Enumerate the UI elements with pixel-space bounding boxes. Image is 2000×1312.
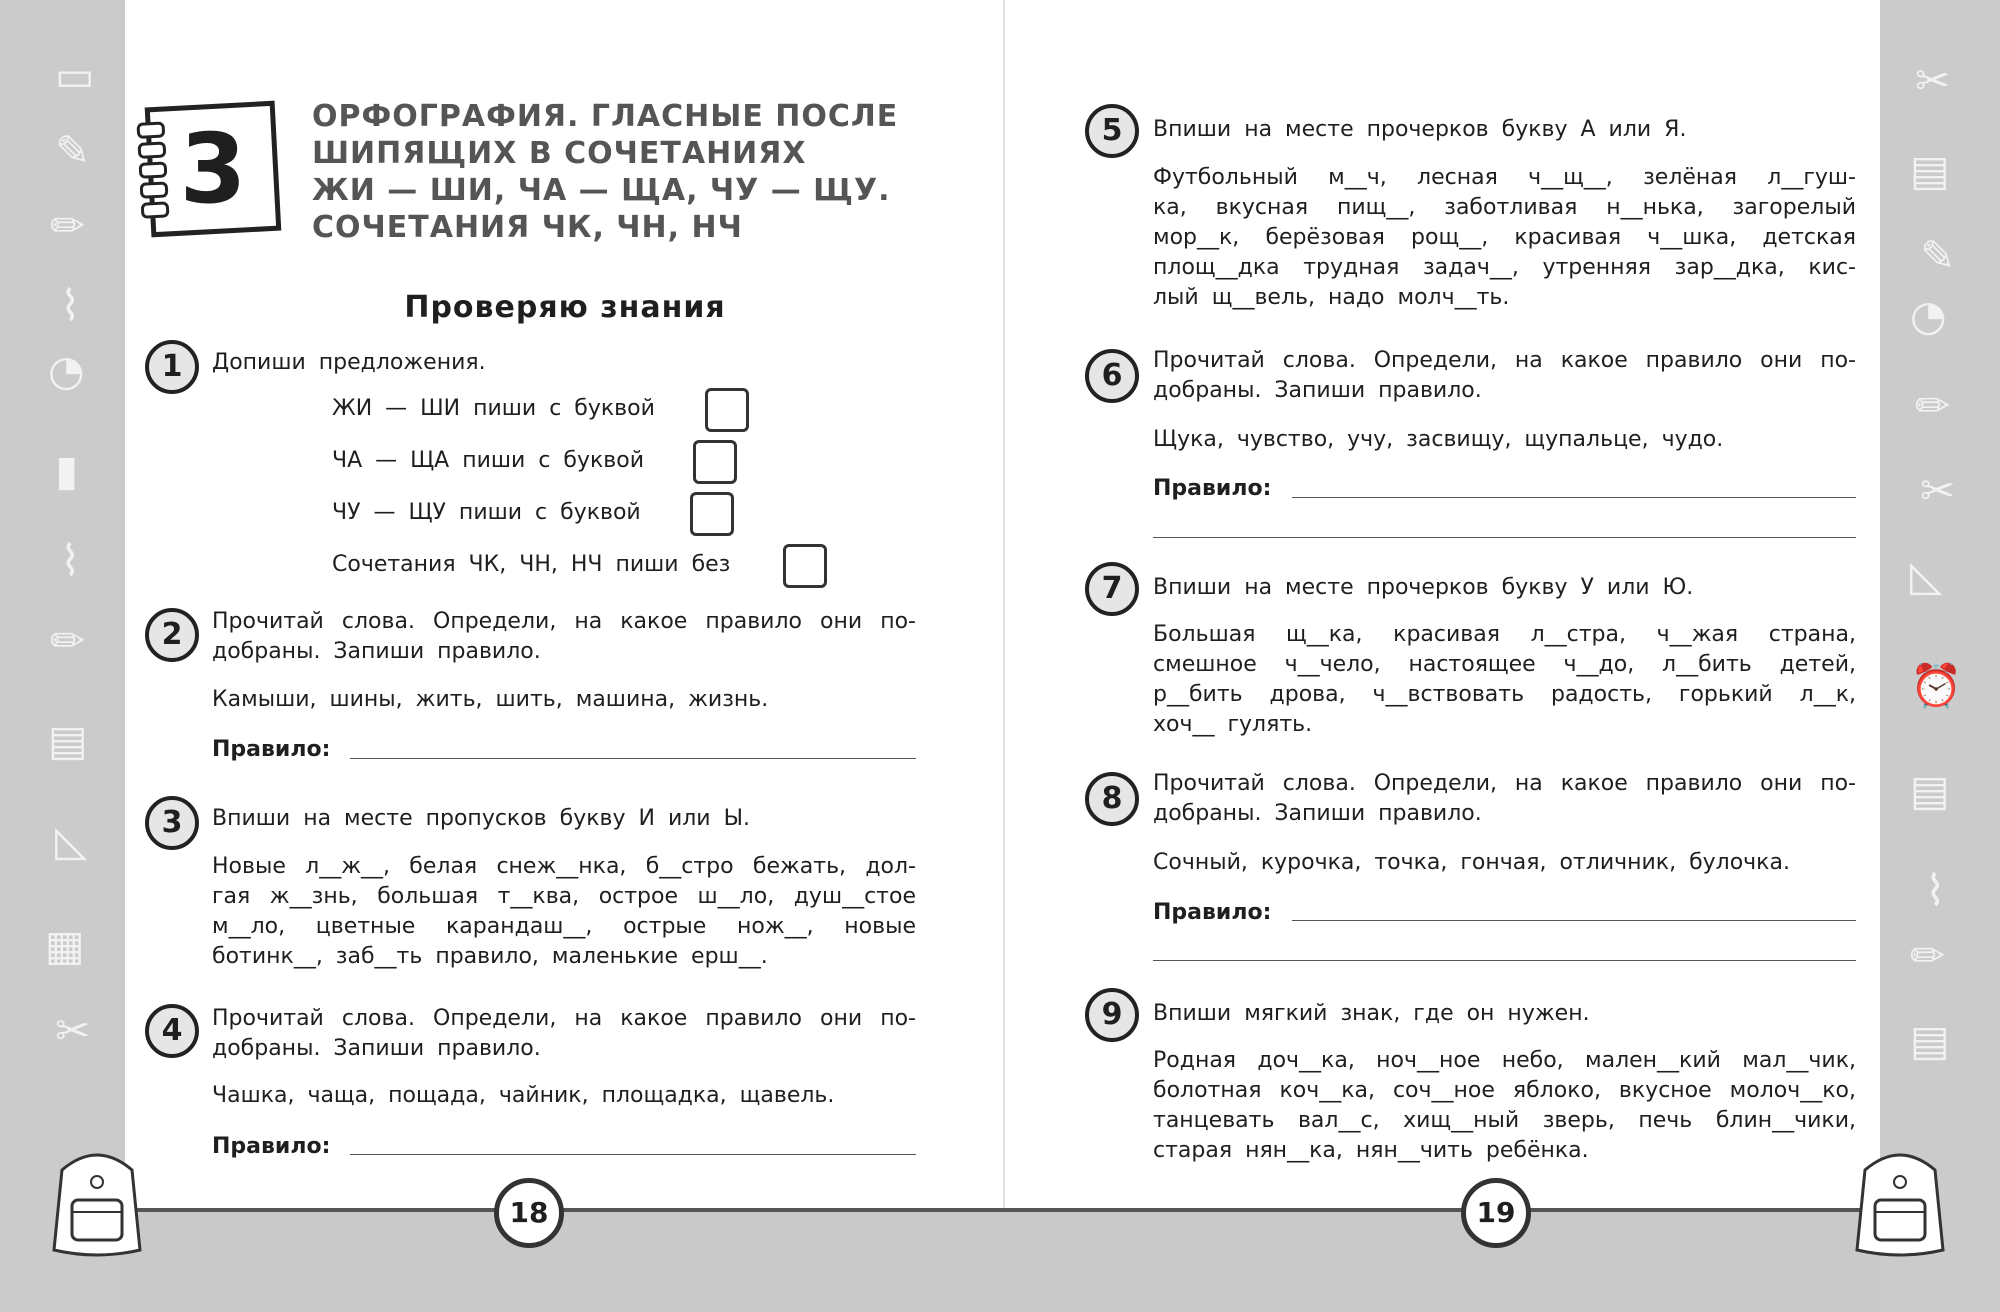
chapter-title-line: ШИПЯЩИХ В СОЧЕТАНИЯХ	[312, 136, 807, 171]
answer-box[interactable]	[783, 544, 827, 588]
task-number: 7	[1085, 562, 1139, 616]
instruction-line: Прочитай слова. Определи, на какое правило они по-	[1153, 771, 1856, 796]
word-list: Сочный, курочка, точка, гончая, отличник, булочка.	[1153, 850, 1790, 875]
exercise-line: Родная доч__ка, ноч__ное небо, мален__кий мал__чик,	[1153, 1048, 1856, 1073]
task-item: ЧУ — ЩУ пиши с буквой	[332, 500, 641, 525]
chapter-title-line: ОРФОГРАФИЯ. ГЛАСНЫЕ ПОСЛЕ	[312, 99, 899, 134]
protractor-icon: ◔	[48, 346, 85, 395]
task-number: 9	[1085, 988, 1139, 1042]
pencil-icon: ✏	[50, 616, 86, 665]
chapter-title-line: ЖИ — ШИ, ЧА — ЩА, ЧУ — ЩУ.	[312, 173, 891, 208]
task-number: 4	[145, 1004, 199, 1058]
answer-line[interactable]	[350, 1154, 916, 1155]
task-instruction	[212, 607, 916, 667]
task-instruction: Впиши на месте прочерков букву А или Я.	[1153, 117, 1687, 142]
chapter-number: 3	[179, 113, 247, 225]
answer-line[interactable]	[350, 758, 916, 759]
notebook-icon: ▤	[1910, 1016, 1950, 1065]
instruction-line: добраны. Запиши правило.	[212, 639, 541, 664]
exercise-line: р__бить дрова, ч__вствовать радость, горький л__к,	[1153, 682, 1856, 707]
backpack-icon	[42, 1140, 152, 1260]
protractor-icon: ◔	[1910, 291, 1947, 340]
answer-line[interactable]	[1292, 497, 1856, 498]
task-instruction: Допиши предложения.	[212, 350, 486, 375]
eraser-icon: ▭	[55, 51, 95, 100]
answer-line[interactable]	[1153, 537, 1856, 538]
instruction-line: Прочитай слова. Определи, на какое правило они по-	[212, 609, 916, 634]
paperclip-icon: ⌇	[60, 281, 81, 330]
instruction-line: Прочитай слова. Определи, на какое правило они по-	[1153, 348, 1856, 373]
instruction-line: Прочитай слова. Определи, на какое правило они по-	[212, 1006, 916, 1031]
exercise-line: танцевать вал__с, хищ__ный зверь, печь блин__чики,	[1153, 1108, 1856, 1133]
page-number-right: 19	[1461, 1178, 1531, 1248]
answer-line[interactable]	[1153, 960, 1856, 961]
exercise-text	[1153, 620, 1856, 740]
page-number-left: 18	[494, 1178, 564, 1248]
notebook-icon: ▤	[1910, 766, 1950, 815]
books-icon: ▦	[45, 921, 85, 970]
task-item: Сочетания ЧК, ЧН, НЧ пиши без	[332, 552, 731, 577]
exercise-line: ботинк__, заб__ть правило, маленькие ерш__.	[212, 944, 768, 969]
paperclip-icon: ⌇	[1925, 866, 1946, 915]
task-number: 1	[145, 340, 199, 394]
exercise-line: смешное ч__чело, настоящее ч__до, л__бить детей,	[1153, 652, 1856, 677]
task-instruction: Впиши мягкий знак, где он нужен.	[1153, 1001, 1590, 1026]
backpack-icon	[1845, 1140, 1955, 1260]
answer-box[interactable]	[693, 440, 737, 484]
instruction-line: добраны. Запиши правило.	[212, 1036, 541, 1061]
exercise-text	[1153, 1046, 1856, 1166]
answer-box[interactable]	[690, 492, 734, 536]
exercise-line: Футбольный м__ч, лесная ч__щ__, зелёная л__гуш-	[1153, 165, 1856, 190]
exercise-line: лый щ__вель, надо молч__ть.	[1153, 285, 1510, 310]
exercise-line: площ__дка трудная задач__, утренняя зар__дка, кис-	[1153, 255, 1856, 280]
task-instruction: Впиши на месте прочерков букву У или Ю.	[1153, 575, 1694, 600]
task-instruction	[1153, 346, 1856, 406]
notebook-icon: ▤	[1910, 146, 1950, 195]
task-instruction	[212, 1004, 916, 1064]
ruler-icon: ▮	[55, 446, 79, 495]
sharpener-icon: ✂	[1920, 466, 1956, 515]
pushpin-icon: ✎	[55, 126, 91, 175]
instruction-line: добраны. Запиши правило.	[1153, 801, 1482, 826]
exercise-line: м__ло, цветные карандаш__, острые нож__, новые	[212, 914, 916, 939]
task-number: 2	[145, 608, 199, 662]
book-spine	[1003, 0, 1005, 1210]
exercise-line: хоч__ гулять.	[1153, 712, 1313, 737]
rule-label: Правило:	[1153, 476, 1272, 501]
exercise-text	[212, 852, 916, 972]
pencil-icon: ✏	[1915, 381, 1951, 430]
paperclip-icon: ⌇	[60, 536, 81, 585]
word-list: Чашка, чаща, пощада, чайник, площадка, щавель.	[212, 1083, 835, 1108]
sharpener-icon: ✂	[1915, 56, 1951, 105]
triangle-ruler-icon: ◺	[55, 816, 88, 865]
exercise-line: ка, вкусная пищ__, заботливая н__нька, загорелый	[1153, 195, 1856, 220]
chapter-number-notepad	[145, 101, 282, 238]
exercise-text	[1153, 163, 1856, 313]
alarm-clock-icon: ⏰	[1910, 661, 1963, 710]
rule-label: Правило:	[1153, 900, 1272, 925]
rule-label: Правило:	[212, 1134, 331, 1159]
exercise-line: Большая щ__ка, красивая л__стра, ч__жая страна,	[1153, 622, 1856, 647]
task-item: ЧА — ЩА пиши с буквой	[332, 448, 645, 473]
rule-label: Правило:	[212, 737, 331, 762]
pencil-icon: ✏	[50, 201, 86, 250]
answer-line[interactable]	[1292, 920, 1856, 921]
word-list: Камыши, шины, жить, шить, машина, жизнь.	[212, 687, 769, 712]
task-number: 8	[1085, 772, 1139, 826]
instruction-line: добраны. Запиши правило.	[1153, 378, 1482, 403]
exercise-line: мор__к, берёзовая рощ__, красивая ч__шка, детская	[1153, 225, 1856, 250]
notebook-icon: ▤	[48, 716, 88, 765]
triangle-ruler-icon: ◺	[1910, 551, 1943, 600]
exercise-line: старая нян__ка, нян__чить ребёнка.	[1153, 1138, 1589, 1163]
chapter-title-line: СОЧЕТАНИЯ ЧК, ЧН, НЧ	[312, 210, 743, 245]
task-number: 3	[145, 796, 199, 850]
task-instruction: Впиши на месте пропусков букву И или Ы.	[212, 806, 750, 831]
word-list: Щука, чувство, учу, засвищу, щупальце, чудо.	[1153, 427, 1724, 452]
exercise-line: болотная коч__ка, соч__ное яблоко, вкусное молоч__ко,	[1153, 1078, 1856, 1103]
pushpin-icon: ✎	[1920, 231, 1956, 280]
left-decor-stripe	[0, 0, 120, 1312]
section-title: Проверяю знания	[404, 290, 726, 325]
exercise-line: Новые л__ж__, белая снеж__нка, б__стро бежать, дол-	[212, 854, 916, 879]
sharpener-icon: ✂	[55, 1006, 91, 1055]
exercise-line: гая ж__знь, большая т__ква, острое ш__ло, душ__стое	[212, 884, 916, 909]
task-number: 6	[1085, 349, 1139, 403]
right-decor-stripe	[1880, 0, 2000, 1312]
chapter-title	[312, 98, 912, 246]
task-item: ЖИ — ШИ пиши с буквой	[332, 396, 655, 421]
page-bottom-border	[125, 1208, 1880, 1212]
pencil-icon: ✏	[1910, 931, 1946, 980]
task-number: 5	[1085, 104, 1139, 158]
task-instruction	[1153, 769, 1856, 829]
answer-box[interactable]	[705, 388, 749, 432]
